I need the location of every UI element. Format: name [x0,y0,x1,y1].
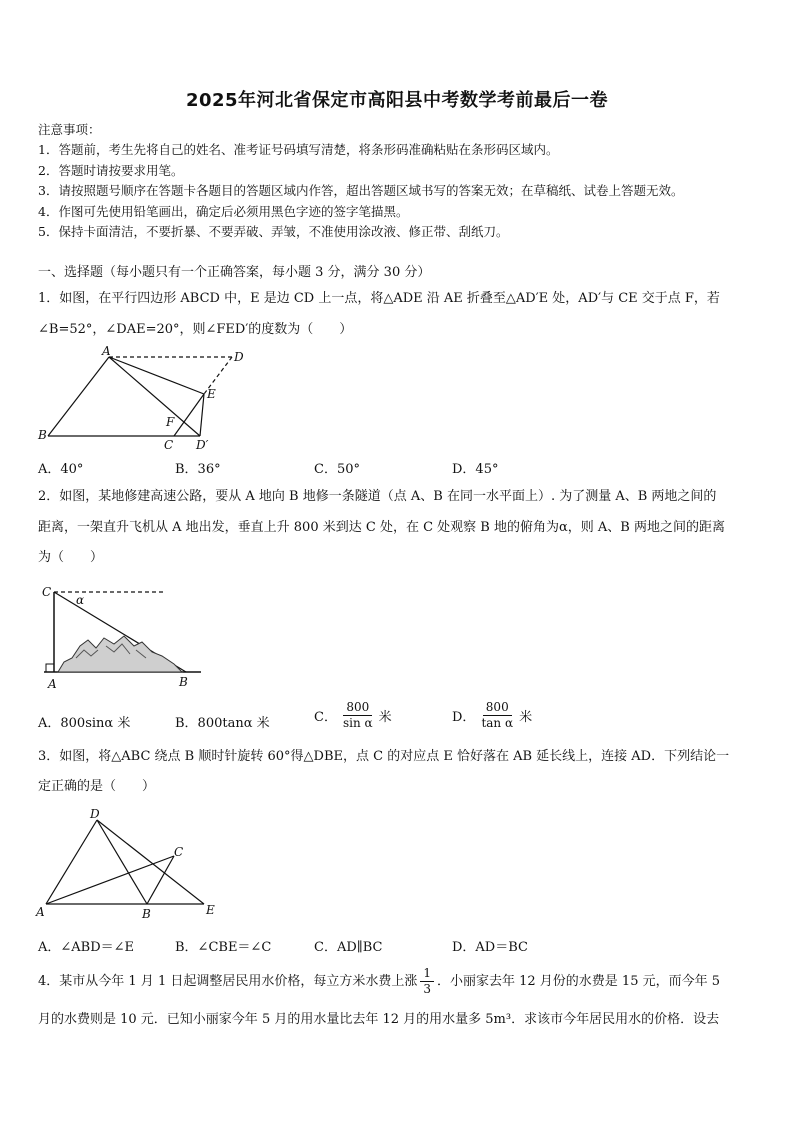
q4-fraction-denominator: 3 [423,982,431,996]
q4-text-line1-start: 4．某市从今年 1 月 1 日起调整居民用水价格，每立方米水费上涨 [38,973,418,989]
q1-option-a[interactable]: A．40° [38,462,84,477]
q1-figure [36,344,256,454]
page-title: 2025年河北省保定市高阳县中考数学考前最后一卷 [185,90,609,111]
q1-text-line1: 1．如图，在平行四边形 ABCD 中，E 是边 CD 上一点，将△ADE 沿 AE 折叠至△AD′E 处，AD′与 CE 交于点 F，若 [38,291,720,306]
q3-option-c[interactable]: C．AD∥BC [314,940,383,955]
q2-option-d-prefix: D． [452,710,476,725]
q2-option-a[interactable]: A．800sinα 米 [38,716,131,731]
q2-option-d-unit: 米 [519,710,533,725]
q2-label-C: C [42,585,52,599]
q1-label-D-prime: D′ [196,438,209,452]
q3-option-a[interactable]: A．∠ABD＝∠E [38,940,135,955]
q3-figure [34,806,224,922]
notice-item-2: 2．答题时请按要求用笔。 [38,163,184,178]
q2-option-d-denominator: tan α [481,716,514,730]
q2-option-b[interactable]: B．800tanα 米 [175,716,270,731]
q1-label-F: F [166,415,175,429]
q2-option-c-numerator: 800 [343,700,372,716]
q2-text-line2: 距离，一架直升飞机从 A 地出发，垂直上升 800 米到达 C 处，在 C 处观察 B 地的俯角为α，则 A、B 两地之间的距离 [38,520,725,535]
q1-label-A: A [102,344,111,358]
q2-label-B: B [179,675,188,689]
q2-option-d-fraction [478,700,516,731]
q1-option-c[interactable]: C．50° [314,462,360,477]
q2-label-A: A [48,677,57,691]
mountain-shape [58,636,182,672]
q1-label-E: E [207,387,216,401]
q3-option-d[interactable]: D．AD＝BC [452,940,528,955]
q2-option-c-fraction [340,700,376,731]
q3-label-C: C [174,845,184,859]
q4-fraction [420,966,434,997]
q4-text-line1 [38,966,720,997]
q2-option-c-unit: 米 [378,710,392,725]
q4-fraction-numerator: 1 [420,966,434,982]
q1-label-B: B [38,428,47,442]
q2-option-d-numerator: 800 [483,700,512,716]
q3-label-E: E [206,903,215,917]
q2-option-d[interactable] [452,700,532,731]
q3-label-A: A [36,905,45,919]
q1-label-D: D [234,350,244,364]
q4-text-line1-end: ．小丽家去年 12 月份的水费是 15 元，而今年 5 [436,973,721,989]
notice-item-5: 5．保持卡面清洁，不要折暴、不要弄破、弄皱，不准使用涂改液、修正带、刮纸刀。 [38,224,509,239]
notice-item-3: 3．请按照题号顺序在答题卡各题目的答题区域内作答，超出答题区域书写的答案无效；在草稿纸、试卷上答题无效。 [38,183,684,198]
q1-option-b[interactable]: B．36° [175,462,221,477]
q3-text-line2: 定正确的是（ ） [38,779,156,794]
notice-item-4: 4．作图可先使用铅笔画出，确定后必须用黑色字迹的签字笔描黑。 [38,204,409,219]
q2-figure [36,580,216,692]
q1-text-line2: ∠B=52°，∠DAE=20°，则∠FED′的度数为（ ） [38,322,353,337]
q2-label-alpha: α [76,593,85,607]
q2-text-line1: 2．如图，某地修建高速公路，要从 A 地向 B 地修一条隧道（点 A、B 在同一水平面上）. 为了测量 A、B 两地之间的 [38,489,717,504]
q4-text-line2: 月的水费则是 10 元．已知小丽家今年 5 月的用水量比去年 12 月的用水量多 5m³．求该市今年居民用水的价格．设去 [38,1012,720,1027]
notice-item-1: 1．答题前，考生先将自己的姓名、准考证号码填写清楚，将条形码准确粘贴在条形码区域内。 [38,142,559,157]
q3-option-b[interactable]: B．∠CBE＝∠C [175,940,272,955]
q2-option-c-denominator: sin α [342,716,373,730]
q2-text-line3: 为（ ） [38,550,104,565]
q3-text-line1: 3．如图，将△ABC 绕点 B 顺时针旋转 60°得△DBE，点 C 的对应点 E 恰好落在 AB 延长线上，连接 AD．下列结论一 [38,749,730,764]
q1-label-C: C [164,438,174,452]
notice-heading: 注意事项： [38,122,101,137]
q3-label-D: D [90,807,100,821]
q1-option-d[interactable]: D．45° [452,462,499,477]
q3-label-B: B [142,907,151,921]
section-heading: 一、选择题（每小题只有一个正确答案，每小题 3 分，满分 30 分） [38,265,431,280]
q2-option-c[interactable] [314,700,392,731]
q2-option-c-prefix: C． [314,710,337,725]
